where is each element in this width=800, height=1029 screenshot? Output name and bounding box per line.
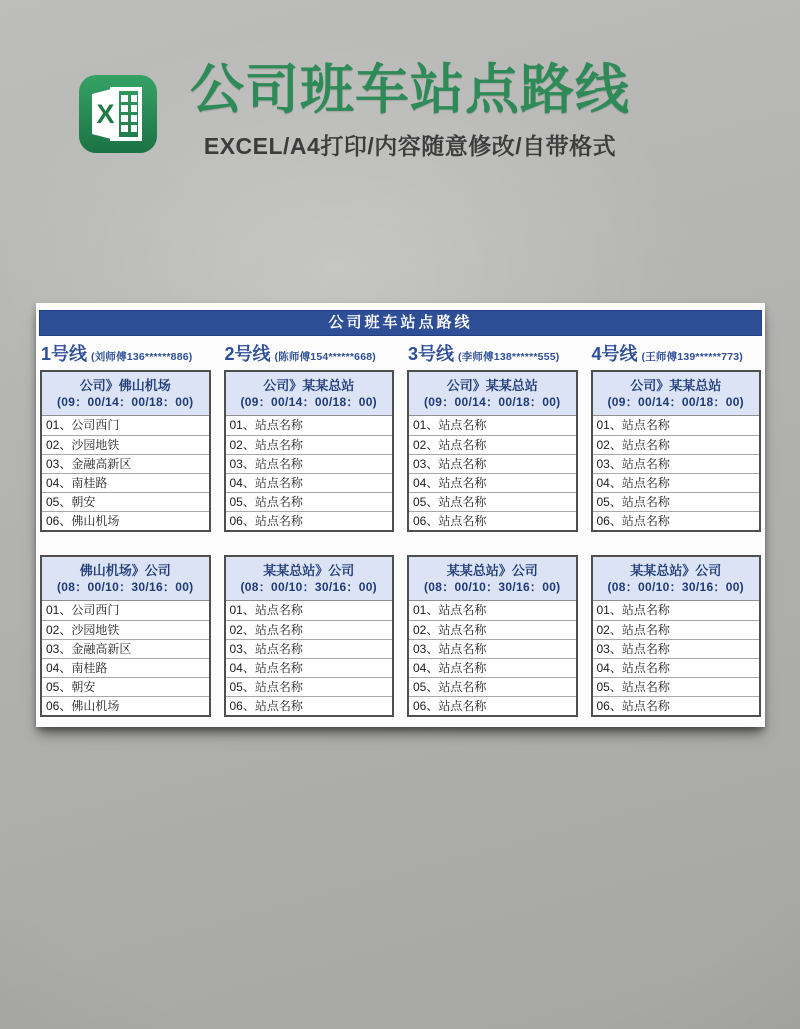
stop-list bbox=[226, 601, 393, 715]
stop-item: 02、站点名称 bbox=[593, 435, 760, 454]
route-card-header bbox=[409, 372, 576, 416]
route-card bbox=[407, 370, 578, 532]
stop-item: 06、站点名称 bbox=[409, 511, 576, 530]
stop-item: 01、站点名称 bbox=[596, 603, 670, 617]
route-direction: 佛山机场》公司 bbox=[79, 563, 171, 578]
stop-item: 06、佛山机场 bbox=[42, 511, 209, 530]
stop-item: 01、站点名称 bbox=[596, 418, 670, 432]
stop-item: 03、站点名称 bbox=[226, 454, 393, 473]
shuttle-route-sheet bbox=[36, 303, 765, 727]
stop-item: 01、站点名称 bbox=[413, 418, 487, 432]
stop-item: 04、站点名称 bbox=[409, 473, 576, 492]
excel-icon bbox=[78, 74, 158, 154]
sheet-banner-title: 公司班车站点路线 bbox=[39, 310, 762, 336]
route-card-header bbox=[226, 372, 393, 416]
stop-item: 01、公司西门 bbox=[46, 418, 120, 432]
stop-item: 06、站点名称 bbox=[226, 511, 393, 530]
stop-item: 04、站点名称 bbox=[409, 658, 576, 677]
line-name: 3号线 bbox=[408, 344, 455, 364]
route-card bbox=[224, 370, 395, 532]
route-card bbox=[40, 555, 211, 717]
stop-item: 01、站点名称 bbox=[413, 603, 487, 617]
stop-item: 04、站点名称 bbox=[593, 473, 760, 492]
line-name: 2号线 bbox=[224, 344, 271, 364]
stop-item: 05、朝安 bbox=[42, 492, 209, 511]
page-title: 公司班车站点路线 bbox=[190, 60, 630, 120]
route-direction: 公司》佛山机场 bbox=[79, 378, 171, 393]
lines-row bbox=[39, 336, 762, 370]
stop-item: 05、站点名称 bbox=[226, 492, 393, 511]
route-direction: 某某总站》公司 bbox=[630, 563, 722, 578]
line-label bbox=[40, 340, 211, 366]
stop-item: 02、沙园地铁 bbox=[42, 620, 209, 639]
stop-list bbox=[226, 416, 393, 530]
stop-item: 04、站点名称 bbox=[226, 658, 393, 677]
stop-list bbox=[593, 416, 760, 530]
route-direction: 某某总站》公司 bbox=[446, 563, 538, 578]
route-card-header bbox=[593, 372, 760, 416]
route-card-header bbox=[226, 557, 393, 601]
stop-item: 06、站点名称 bbox=[593, 511, 760, 530]
stop-item: 05、站点名称 bbox=[226, 677, 393, 696]
route-card bbox=[224, 555, 395, 717]
stop-item: 04、南桂路 bbox=[42, 658, 209, 677]
route-departure-times: (09：00/14：00/18：00) bbox=[607, 395, 744, 409]
line-driver-phone: (李师傅138******555) bbox=[458, 351, 560, 363]
stop-item: 03、站点名称 bbox=[593, 454, 760, 473]
stop-item: 02、站点名称 bbox=[409, 620, 576, 639]
stop-item: 02、站点名称 bbox=[409, 435, 576, 454]
stop-item: 05、站点名称 bbox=[593, 492, 760, 511]
stop-item: 03、站点名称 bbox=[226, 639, 393, 658]
route-card bbox=[407, 555, 578, 717]
line-driver-phone: (王师傅139******773) bbox=[641, 351, 743, 363]
stop-item: 04、站点名称 bbox=[593, 658, 760, 677]
route-departure-times: (08：00/10：30/16：00) bbox=[607, 580, 744, 594]
route-departure-times: (08：00/10：30/16：00) bbox=[57, 580, 194, 594]
stop-item: 04、站点名称 bbox=[226, 473, 393, 492]
route-card-header bbox=[42, 557, 209, 601]
stop-item: 02、站点名称 bbox=[226, 435, 393, 454]
route-departure-times: (09：00/14：00/18：00) bbox=[240, 395, 377, 409]
route-direction: 公司》某某总站 bbox=[630, 378, 722, 393]
stop-item: 05、朝安 bbox=[42, 677, 209, 696]
stop-item: 02、沙园地铁 bbox=[42, 435, 209, 454]
line-label bbox=[591, 340, 762, 366]
page-subtitle: EXCEL/A4打印/内容随意修改/自带格式 bbox=[203, 133, 617, 159]
stop-item: 01、公司西门 bbox=[46, 603, 120, 617]
stop-item: 02、站点名称 bbox=[226, 620, 393, 639]
route-card bbox=[40, 370, 211, 532]
stop-item: 03、站点名称 bbox=[409, 639, 576, 658]
stop-item: 03、金融高新区 bbox=[42, 639, 209, 658]
stop-item: 06、站点名称 bbox=[409, 696, 576, 715]
excel-x-letter: X bbox=[96, 99, 115, 129]
route-departure-times: (09：00/14：00/18：00) bbox=[57, 395, 194, 409]
stop-item: 02、站点名称 bbox=[593, 620, 760, 639]
route-card bbox=[591, 370, 762, 532]
stop-item: 06、佛山机场 bbox=[42, 696, 209, 715]
stop-list bbox=[593, 601, 760, 715]
stop-list bbox=[42, 416, 209, 530]
stop-list bbox=[409, 416, 576, 530]
stop-item: 03、金融高新区 bbox=[42, 454, 209, 473]
stop-item: 05、站点名称 bbox=[593, 677, 760, 696]
stop-item: 04、南桂路 bbox=[42, 473, 209, 492]
stop-item: 01、站点名称 bbox=[229, 603, 303, 617]
route-departure-times: (09：00/14：00/18：00) bbox=[424, 395, 561, 409]
stop-item: 05、站点名称 bbox=[409, 677, 576, 696]
route-direction: 公司》某某总站 bbox=[446, 378, 538, 393]
line-driver-phone: (陈师傅154******668) bbox=[274, 351, 376, 363]
route-card-header bbox=[409, 557, 576, 601]
route-direction: 某某总站》公司 bbox=[263, 563, 355, 578]
route-card bbox=[591, 555, 762, 717]
line-name: 1号线 bbox=[41, 344, 88, 364]
stop-item: 01、站点名称 bbox=[229, 418, 303, 432]
stop-item: 05、站点名称 bbox=[409, 492, 576, 511]
route-departure-times: (08：00/10：30/16：00) bbox=[424, 580, 561, 594]
cards-grid bbox=[39, 370, 762, 717]
stop-item: 06、站点名称 bbox=[593, 696, 760, 715]
route-direction: 公司》某某总站 bbox=[263, 378, 355, 393]
line-driver-phone: (刘师傅136******886) bbox=[91, 351, 193, 363]
stop-item: 03、站点名称 bbox=[409, 454, 576, 473]
route-card-header bbox=[593, 557, 760, 601]
stop-list bbox=[42, 601, 209, 715]
stop-item: 03、站点名称 bbox=[593, 639, 760, 658]
line-name: 4号线 bbox=[591, 344, 638, 364]
stop-item: 06、站点名称 bbox=[226, 696, 393, 715]
line-label bbox=[407, 340, 578, 366]
line-label bbox=[224, 340, 395, 366]
route-departure-times: (08：00/10：30/16：00) bbox=[240, 580, 377, 594]
route-card-header bbox=[42, 372, 209, 416]
stop-list bbox=[409, 601, 576, 715]
